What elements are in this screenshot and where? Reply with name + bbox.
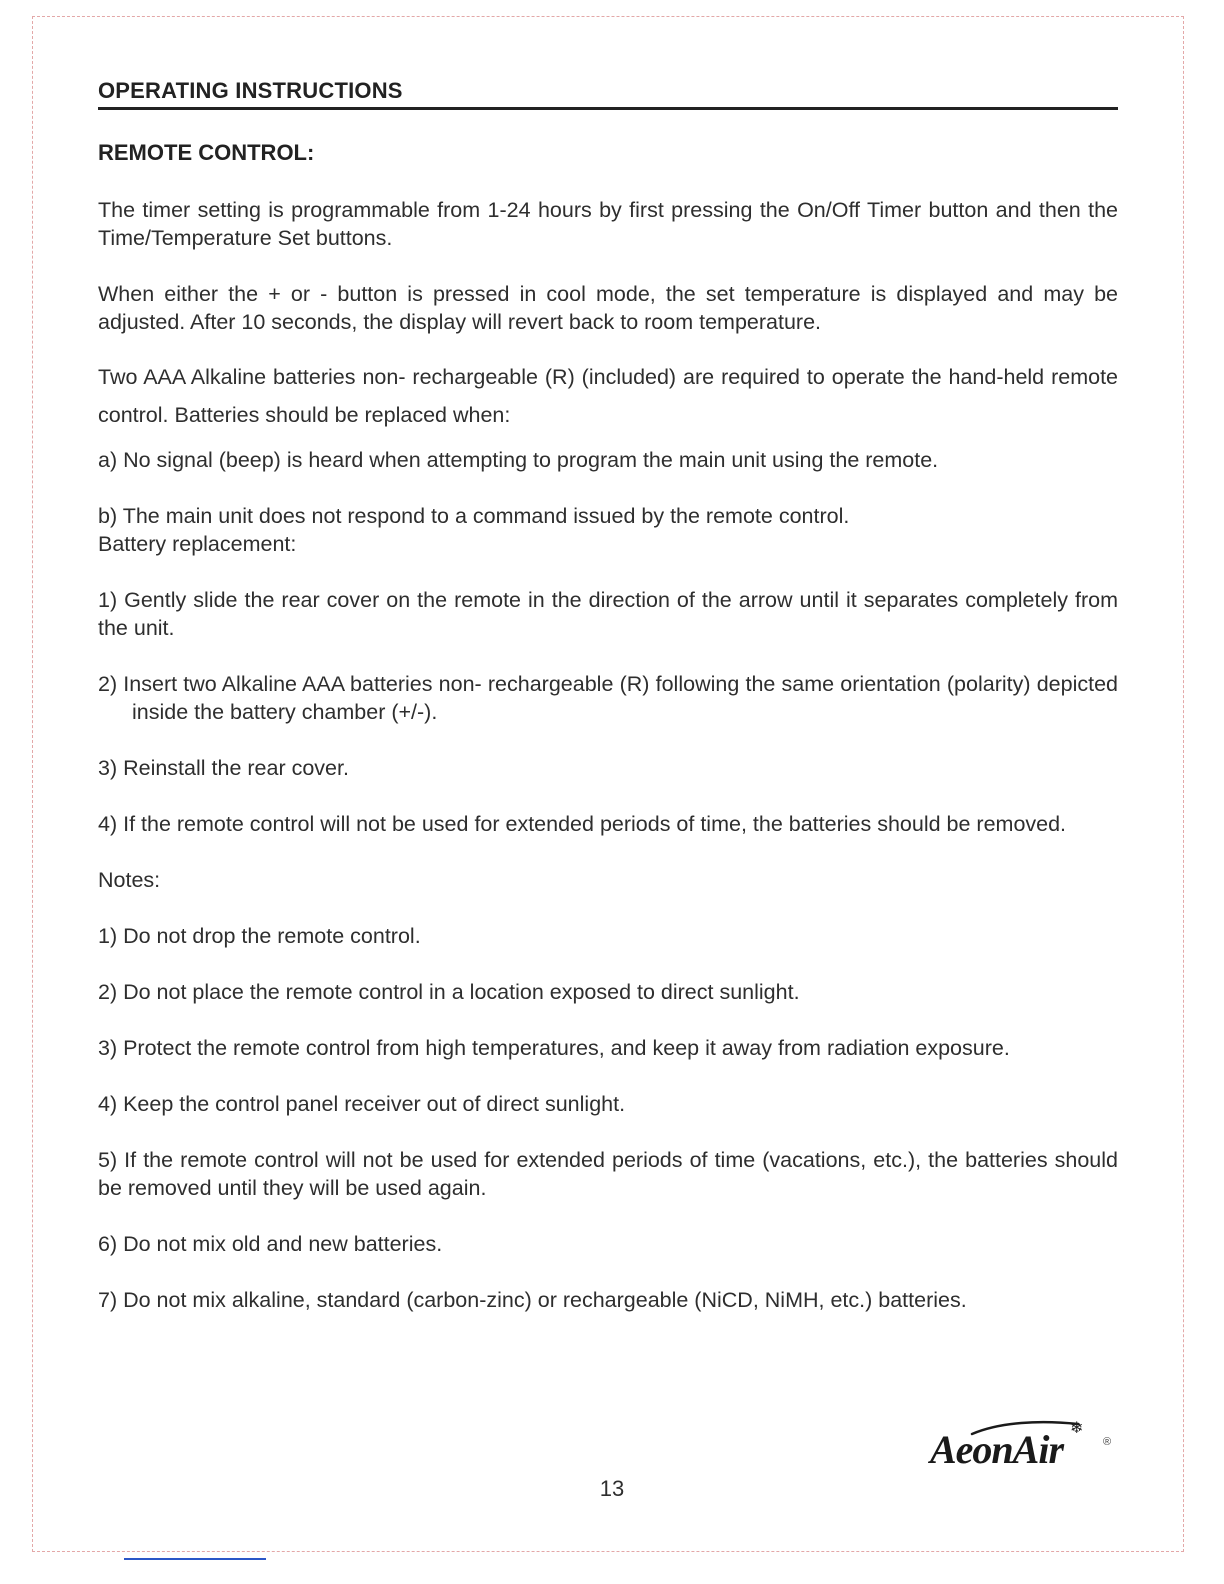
note-7: 7) Do not mix alkaline, standard (carbon-zinc) or rechargeable (NiCD, NiMH, etc.) batteries.: [98, 1288, 967, 1312]
replacement-step-4: 4) If the remote control will not be used for extended periods of time, the batteries should be removed.: [98, 812, 1067, 836]
paragraph-replace-b: b) The main unit does not respond to a command issued by the remote control.: [98, 504, 850, 528]
notes-label: Notes:: [98, 868, 161, 892]
replacement-step-3: 3) Reinstall the rear cover.: [98, 756, 349, 780]
note-5: 5) If the remote control will not be used for extended periods of time (vacations, etc.), the batteries should be removed until they will be used again.: [98, 1148, 1118, 1200]
subtitle-remote-control: REMOTE CONTROL:: [98, 140, 315, 165]
replacement-step-1: 1) Gently slide the rear cover on the remote in the direction of the arrow until it separates completely from the unit.: [98, 588, 1118, 640]
registered-mark-icon: ®: [1103, 1436, 1112, 1448]
note-2: 2) Do not place the remote control in a location exposed to direct sunlight.: [98, 980, 800, 1004]
replacement-step-2: 2) Insert two Alkaline AAA batteries non- rechargeable (R) following the same orientation (polarity) depicted inside the battery chamber (+/-).: [98, 672, 1118, 724]
note-4: 4) Keep the control panel receiver out of direct sunlight.: [98, 1092, 626, 1116]
note-6: 6) Do not mix old and new batteries.: [98, 1232, 443, 1256]
page-content: [98, 78, 1118, 1314]
snowflake-icon: ❄: [1070, 1420, 1084, 1437]
paragraph-replace-a: a) No signal (beep) is heard when attempting to program the main unit using the remote.: [98, 448, 939, 472]
note-1: 1) Do not drop the remote control.: [98, 924, 421, 948]
section-title: OPERATING INSTRUCTIONS: [98, 78, 1118, 110]
paragraph-timer: The timer setting is programmable from 1-24 hours by first pressing the On/Off Timer button and then the Time/Temperature Set buttons.: [98, 198, 1118, 250]
brand-logo: [930, 1418, 1120, 1474]
page-number: 13: [599, 1476, 625, 1501]
battery-replacement-label: Battery replacement:: [98, 532, 297, 556]
paragraph-cool-mode: When either the + or - button is pressed in cool mode, the set temperature is displayed and may be adjusted. After 10 seconds, the display will revert back to room temperature.: [98, 282, 1118, 334]
note-3: 3) Protect the remote control from high temperatures, and keep it away from radiation exposure.: [98, 1036, 1010, 1060]
paragraph-batteries-required: Two AAA Alkaline batteries non- rechargeable (R) (included) are required to operate the hand-held remote control. Batteries should be replaced when:: [98, 365, 1118, 427]
link-underline-decoration: [124, 1558, 266, 1560]
logo-wordmark: AeonAir: [930, 1427, 1064, 1472]
